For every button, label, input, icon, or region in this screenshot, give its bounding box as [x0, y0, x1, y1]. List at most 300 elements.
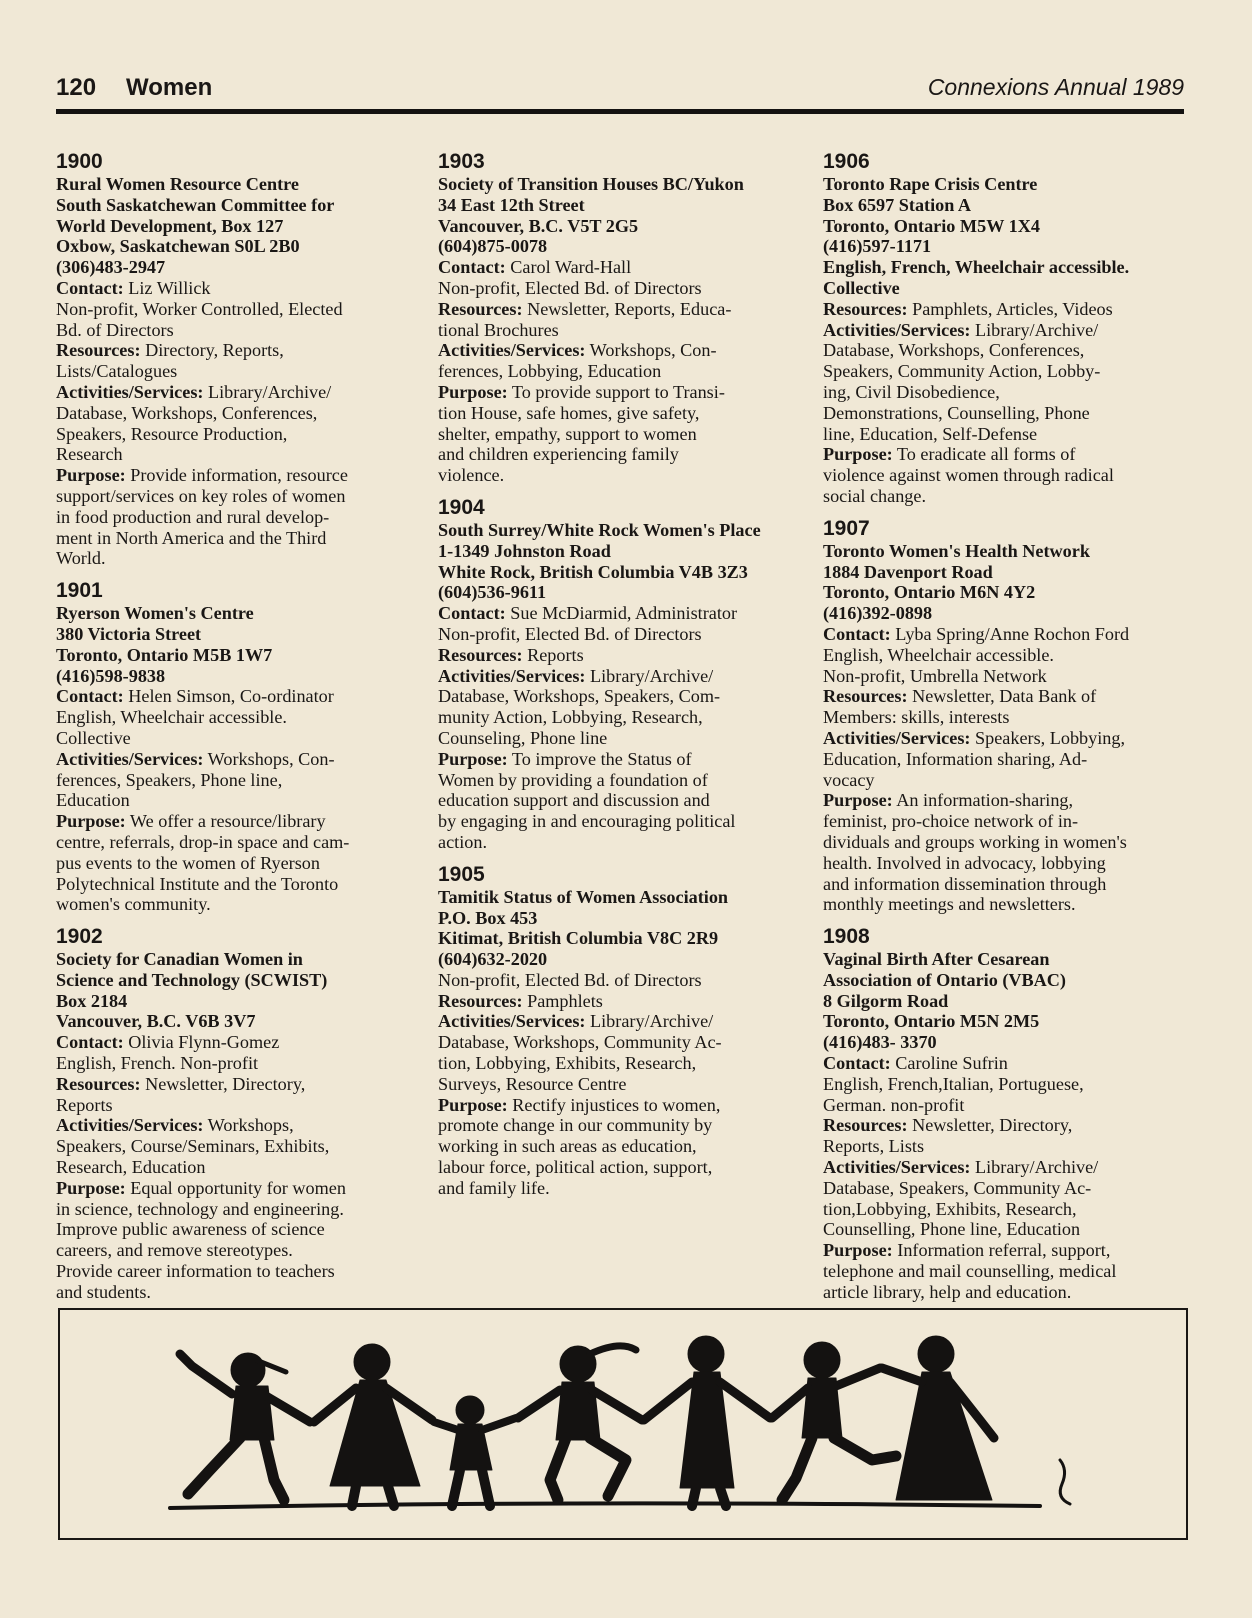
entry-line [438, 216, 808, 237]
entry-line [438, 749, 808, 770]
field-value: Helen Simson, Co-ordinator [123, 686, 334, 707]
entry-text: Toronto, Ontario M5N 2M5 [823, 1011, 1040, 1032]
entry-line [438, 236, 808, 257]
entry-text: and information dissemination through [823, 873, 1107, 894]
field-label: Activities/Services: [56, 748, 204, 769]
entry-line [56, 832, 426, 853]
entry-line [823, 486, 1193, 507]
entry-text: (604)632-2020 [438, 949, 548, 970]
field-value: Workshops, Con- [203, 748, 335, 769]
entry-text: Kitimat, British Columbia V8C 2R9 [438, 928, 719, 949]
field-label: Resources: [56, 1073, 141, 1094]
entry-text: Toronto Women's Health Network [823, 540, 1090, 561]
entry-line [438, 320, 808, 341]
field-label: Purpose: [438, 748, 508, 769]
entry-text: Improve public awareness of science [56, 1219, 325, 1240]
entry-text: Women by providing a foundation of [438, 769, 708, 790]
entry-line [438, 645, 808, 666]
entry-text: support/services on key roles of women [56, 485, 346, 506]
column-3 [823, 150, 1193, 1313]
entry-line [56, 1095, 426, 1116]
field-label: Contact: [56, 277, 124, 298]
entry-line [823, 403, 1193, 424]
field-label: Activities/Services: [438, 340, 586, 361]
directory-entry [438, 496, 808, 853]
column-1 [56, 150, 426, 1313]
entry-line [823, 832, 1193, 853]
entry-text: Toronto, Ontario M5W 1X4 [823, 215, 1040, 236]
entry-text: South Surrey/White Rock Women's Place [438, 519, 761, 540]
entry-text: South Saskatchewan Committee for [56, 194, 335, 215]
entry-text: Collective [823, 277, 900, 298]
field-value: Newsletter, Reports, Educa- [522, 298, 732, 319]
entry-line [56, 1178, 426, 1199]
entry-line [823, 257, 1193, 278]
field-value: Library/Archive/ [585, 1011, 714, 1032]
field-label: Purpose: [438, 1094, 508, 1115]
entry-text: Speakers, Community Action, Lobby- [823, 361, 1101, 382]
entry-text: Demonstrations, Counselling, Phone [823, 402, 1090, 423]
entry-line [823, 949, 1193, 970]
entry-line [823, 991, 1193, 1012]
entry-line [823, 299, 1193, 320]
entry-line [56, 790, 426, 811]
entry-text: White Rock, British Columbia V4B 3Z3 [438, 561, 748, 582]
field-label: Purpose: [823, 1240, 893, 1261]
column-2 [438, 150, 808, 1209]
field-label: Contact: [438, 257, 506, 278]
entry-text: Non-profit, Umbrella Network [823, 665, 1047, 686]
field-value: Information referral, support, [892, 1240, 1111, 1261]
entry-text: Provide career information to teachers [56, 1261, 335, 1282]
entry-line [56, 991, 426, 1012]
entry-text: 1-1349 Johnston Road [438, 540, 611, 561]
entry-line [823, 278, 1193, 299]
entry-text: Tamitik Status of Women Association [438, 886, 729, 907]
field-label: Activities/Services: [56, 381, 204, 402]
field-value: Pamphlets [522, 990, 603, 1011]
entry-text: by engaging in and encouraging political [438, 811, 736, 832]
entry-line [56, 1157, 426, 1178]
section-title: Women [126, 74, 213, 101]
directory-entry [438, 863, 808, 1199]
field-value: Newsletter, Directory, [140, 1073, 306, 1094]
field-label: Contact: [438, 603, 506, 624]
entry-line [823, 1115, 1193, 1136]
entry-line [823, 1074, 1193, 1095]
entry-line [823, 894, 1193, 915]
entry-text: Education, Information sharing, Ad- [823, 748, 1088, 769]
header-rule [56, 109, 1184, 114]
entry-line [438, 1053, 808, 1074]
entry-text: violence. [438, 465, 505, 486]
entry-text: munity Action, Lobbying, Research, [438, 707, 703, 728]
directory-entry [56, 150, 426, 569]
field-value: Library/Archive/ [970, 319, 1099, 340]
entry-line [438, 790, 808, 811]
field-label: Resources: [438, 990, 523, 1011]
entry-text: Non-profit, Elected Bd. of Directors [438, 969, 702, 990]
entry-text: Toronto Rape Crisis Centre [823, 174, 1038, 194]
entry-line [56, 1261, 426, 1282]
field-label: Contact: [823, 623, 891, 644]
field-label: Resources: [823, 1115, 908, 1136]
entry-text: violence against women through radical [823, 465, 1114, 486]
entry-text: dividuals and groups working in women's [823, 831, 1127, 852]
entry-line [56, 645, 426, 666]
field-label: Activities/Services: [438, 1011, 586, 1032]
entry-text: Counseling, Phone line [438, 727, 608, 748]
entry-line [823, 1011, 1193, 1032]
entry-number: 1905 [438, 862, 485, 886]
entry-line [438, 991, 808, 1012]
entry-text: 8 Gilgorm Road [823, 990, 949, 1011]
entry-line [438, 928, 808, 949]
entry-line [56, 1032, 426, 1053]
entry-line [823, 1157, 1193, 1178]
entry-line [823, 424, 1193, 445]
entry-line [56, 874, 426, 895]
entry-text: Box 6597 Station A [823, 194, 972, 215]
entry-line [438, 340, 808, 361]
entry-text: Rural Women Resource Centre [56, 174, 299, 194]
entry-line [56, 853, 426, 874]
entry-line [438, 361, 808, 382]
entry-text: Research, Education [56, 1157, 206, 1178]
entry-text: Counselling, Phone line, Education [823, 1219, 1081, 1240]
page-header [56, 74, 1184, 108]
entry-text: Database, Workshops, Conferences, [823, 340, 1085, 361]
entry-line [56, 707, 426, 728]
field-label: Purpose: [823, 790, 893, 811]
directory-entry [823, 517, 1193, 915]
entry-line [438, 278, 808, 299]
entry-text: German. non-profit [823, 1094, 965, 1115]
entry-text: Society for Canadian Women in [56, 949, 303, 970]
entry-line [823, 790, 1193, 811]
entry-line [56, 320, 426, 341]
entry-line [438, 195, 808, 216]
field-value: Lyba Spring/Anne Rochon Ford [890, 623, 1130, 644]
entry-number: 1906 [823, 150, 870, 173]
entry-line [438, 174, 808, 195]
entry-text: and family life. [438, 1177, 550, 1198]
entry-text: ment in North America and the Third [56, 527, 327, 548]
field-label: Activities/Services: [823, 727, 971, 748]
entry-line [438, 403, 808, 424]
field-label: Resources: [823, 686, 908, 707]
entry-text: Database, Workshops, Community Ac- [438, 1032, 722, 1053]
entry-line [438, 1011, 808, 1032]
entry-line [823, 728, 1193, 749]
entry-line [438, 811, 808, 832]
entry-text: tion,Lobbying, Exhibits, Research, [823, 1198, 1077, 1219]
entry-line [823, 361, 1193, 382]
field-value: Speakers, Lobbying, [970, 727, 1126, 748]
entry-line [56, 403, 426, 424]
entry-line [56, 299, 426, 320]
entry-line [56, 1053, 426, 1074]
entry-text: English, Wheelchair accessible. [56, 707, 287, 728]
directory-entry [823, 150, 1193, 507]
directory-entry [56, 925, 426, 1303]
entry-line [56, 257, 426, 278]
entry-text: Speakers, Resource Production, [56, 423, 288, 444]
entry-text: (416)483- 3370 [823, 1032, 937, 1053]
entry-text: line, Education, Self-Defense [823, 423, 1038, 444]
entry-line [56, 666, 426, 687]
entry-text: shelter, empathy, support to women [438, 423, 697, 444]
entry-line [56, 216, 426, 237]
entry-line [823, 645, 1193, 666]
field-value: To provide support to Transi- [507, 381, 725, 402]
entry-line [823, 1240, 1193, 1261]
field-value: Liz Willick [123, 277, 211, 298]
entry-text: English, French,Italian, Portuguese, [823, 1073, 1084, 1094]
entry-line [56, 340, 426, 361]
entry-line [56, 624, 426, 645]
entry-text: Non-profit, Elected Bd. of Directors [438, 277, 702, 298]
field-value: To eradicate all forms of [892, 444, 1076, 465]
entry-line [823, 970, 1193, 991]
entry-line [56, 528, 426, 549]
entry-line [56, 361, 426, 382]
field-label: Activities/Services: [823, 1157, 971, 1178]
entry-text: promote change in our community by [438, 1115, 713, 1136]
field-value: Carol Ward-Hall [505, 257, 632, 278]
entry-line [56, 278, 426, 299]
entry-line [823, 811, 1193, 832]
entry-text: labour force, political action, support, [438, 1157, 713, 1178]
entry-text: P.O. Box 453 [438, 907, 538, 928]
entry-text: tion House, safe homes, give safety, [438, 402, 700, 423]
field-label: Resources: [823, 298, 908, 319]
illustration-box [58, 1308, 1188, 1540]
entry-line [823, 1032, 1193, 1053]
entry-line [823, 465, 1193, 486]
entry-line [823, 749, 1193, 770]
entry-line [823, 340, 1193, 361]
field-label: Purpose: [56, 1177, 126, 1198]
field-value: Workshops, Con- [585, 340, 717, 361]
field-value: Library/Archive/ [203, 381, 332, 402]
field-value: To improve the Status of [507, 748, 692, 769]
entry-text: telephone and mail counselling, medical [823, 1261, 1117, 1282]
entry-text: Science and Technology (SCWIST) [56, 969, 328, 990]
entry-line [438, 1178, 808, 1199]
entry-text: Association of Ontario (VBAC) [823, 969, 1066, 990]
entry-number: 1903 [438, 150, 485, 173]
entry-line [438, 257, 808, 278]
entry-text: (416)392-0898 [823, 603, 933, 624]
entry-line [823, 1219, 1193, 1240]
entry-text: Box 2184 [56, 990, 128, 1011]
entry-line [438, 382, 808, 403]
entry-line [56, 728, 426, 749]
entry-line [56, 174, 426, 195]
field-label: Activities/Services: [438, 665, 586, 686]
entry-line [56, 1011, 426, 1032]
publication-title: Connexions Annual 1989 [927, 74, 1184, 100]
entry-line [56, 236, 426, 257]
field-value: Olivia Flynn-Gomez [123, 1032, 280, 1053]
entry-number: 1901 [56, 579, 103, 603]
entry-line [56, 603, 426, 624]
field-label: Resources: [438, 298, 523, 319]
entry-line [823, 707, 1193, 728]
entry-text: English, French, Wheelchair accessible. [823, 257, 1130, 278]
field-value: Pamphlets, Articles, Videos [907, 298, 1113, 319]
entry-line [823, 1261, 1193, 1282]
entry-line [823, 686, 1193, 707]
entry-text: Bd. of Directors [56, 319, 174, 340]
entry-line [823, 1178, 1193, 1199]
entry-text: English, Wheelchair accessible. [823, 644, 1054, 665]
entry-text: Database, Workshops, Conferences, [56, 402, 318, 423]
entry-line [438, 1157, 808, 1178]
entry-text: Polytechnical Institute and the Toronto [56, 873, 339, 894]
entry-line [823, 853, 1193, 874]
field-label: Contact: [823, 1053, 891, 1074]
entry-line [56, 970, 426, 991]
entry-text: monthly meetings and newsletters. [823, 894, 1076, 915]
field-label: Contact: [56, 1032, 124, 1053]
directory-entry [438, 150, 808, 486]
entry-line [823, 236, 1193, 257]
entry-text: pus events to the women of Ryerson [56, 852, 320, 873]
entry-line [56, 1136, 426, 1157]
entry-text: Speakers, Course/Seminars, Exhibits, [56, 1136, 330, 1157]
entry-line [438, 562, 808, 583]
entry-line [823, 624, 1193, 645]
entry-text: Database, Speakers, Community Ac- [823, 1177, 1092, 1198]
entry-text: article library, help and education. [823, 1281, 1072, 1302]
field-label: Purpose: [56, 811, 126, 832]
header-left [56, 74, 212, 102]
entry-line [56, 1219, 426, 1240]
entry-text: ferences, Lobbying, Education [438, 361, 662, 382]
directory-entry [823, 925, 1193, 1303]
entry-line [56, 1199, 426, 1220]
entry-text: (416)598-9838 [56, 665, 166, 686]
entry-text: careers, and remove stereotypes. [56, 1240, 293, 1261]
entry-line [438, 444, 808, 465]
entry-line [823, 770, 1193, 791]
entry-text: World Development, Box 127 [56, 215, 284, 236]
entry-line [438, 1095, 808, 1116]
entry-text: centre, referrals, drop-in space and cam- [56, 831, 350, 852]
entry-text: English, French. Non-profit [56, 1053, 259, 1074]
entry-line [823, 1053, 1193, 1074]
entry-number: 1907 [823, 516, 870, 540]
entry-text: Oxbow, Saskatchewan S0L 2B0 [56, 236, 300, 257]
field-label: Activities/Services: [823, 319, 971, 340]
entry-line [56, 811, 426, 832]
field-value: Newsletter, Data Bank of [907, 686, 1097, 707]
entry-line [56, 1282, 426, 1303]
entry-text: Database, Workshops, Speakers, Com- [438, 686, 721, 707]
page-number: 120 [56, 74, 97, 101]
entry-line [438, 686, 808, 707]
entry-line [438, 1032, 808, 1053]
entry-text: tion, Lobbying, Exhibits, Research, [438, 1053, 697, 1074]
field-value: Rectify injustices to women, [507, 1094, 721, 1115]
entry-text: Lists/Catalogues [56, 361, 178, 382]
entry-line [56, 195, 426, 216]
dancing-figures-icon [60, 1310, 1186, 1538]
entry-line [56, 382, 426, 403]
entry-text: 34 East 12th Street [438, 194, 585, 215]
entry-line [438, 1074, 808, 1095]
field-label: Purpose: [823, 444, 893, 465]
field-label: Resources: [56, 340, 141, 361]
entry-text: 1884 Davenport Road [823, 561, 993, 582]
entry-text: Members: skills, interests [823, 707, 1010, 728]
entry-line [438, 770, 808, 791]
entry-line [823, 382, 1193, 403]
entry-text: Reports, Lists [823, 1136, 925, 1157]
entry-line [56, 444, 426, 465]
entry-line [823, 666, 1193, 687]
entry-line [56, 949, 426, 970]
entry-text: World. [56, 548, 106, 569]
entry-line [438, 1136, 808, 1157]
entry-line [823, 1199, 1193, 1220]
entry-line [56, 548, 426, 569]
entry-line [823, 562, 1193, 583]
entry-text: Society of Transition Houses BC/Yukon [438, 174, 744, 194]
field-value: Reports [522, 644, 584, 665]
entry-line [823, 320, 1193, 341]
entry-text: Toronto, Ontario M6N 4Y2 [823, 582, 1036, 603]
entry-text: education support and discussion and [438, 790, 710, 811]
entry-text: (306)483-2947 [56, 257, 166, 278]
field-value: Sue McDiarmid, Administrator [505, 603, 738, 624]
entry-line [56, 770, 426, 791]
entry-line [823, 1282, 1193, 1303]
entry-line [438, 832, 808, 853]
entry-text: ing, Civil Disobedience, [823, 381, 1000, 402]
entry-line [56, 749, 426, 770]
entry-text: ferences, Speakers, Phone line, [56, 769, 283, 790]
entry-text: Ryerson Women's Centre [56, 603, 254, 624]
entry-line [438, 299, 808, 320]
entry-text: Non-profit, Worker Controlled, Elected [56, 298, 343, 319]
field-label: Purpose: [56, 465, 126, 486]
entry-text: Collective [56, 727, 131, 748]
field-label: Contact: [56, 686, 124, 707]
entry-line [823, 603, 1193, 624]
directory-entry [56, 579, 426, 915]
entry-text: 380 Victoria Street [56, 623, 202, 644]
entry-text: (604)875-0078 [438, 236, 548, 257]
entry-text: in food production and rural develop- [56, 506, 330, 527]
field-value: Library/Archive/ [970, 1157, 1099, 1178]
entry-line [438, 424, 808, 445]
field-value: Library/Archive/ [585, 665, 714, 686]
entry-text: health. Involved in advocacy, lobbying [823, 852, 1106, 873]
entry-line [823, 216, 1193, 237]
entry-line [56, 507, 426, 528]
entry-line [438, 887, 808, 908]
entry-line [438, 624, 808, 645]
entry-text: (416)597-1171 [823, 236, 932, 257]
field-value: Workshops, [203, 1115, 294, 1136]
entry-line [56, 1240, 426, 1261]
entry-text: feminist, pro-choice network of in- [823, 811, 1079, 832]
field-value: We offer a resource/library [125, 811, 326, 832]
entry-line [56, 465, 426, 486]
